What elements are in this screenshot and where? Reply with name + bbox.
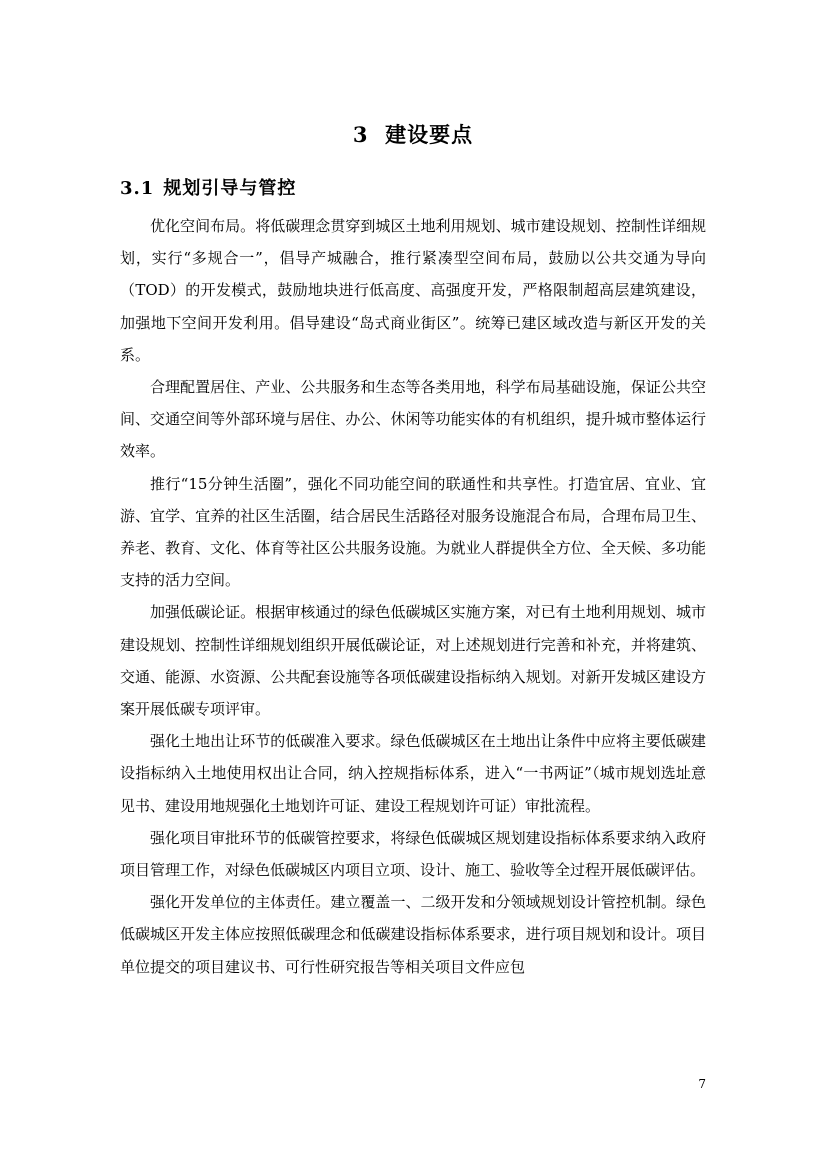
paragraph: 推行“15分钟生活圈”，强化不同功能空间的联通性和共享性。打造宜居、宜业、宜游、宜学、宜养的社区生活圈，结合居民生活路径对服务设施混合布局，合理布局卫生、养老、教育、文化、体育等社区公共服务设施。为就业人群提供全方位、全天候、多功能支持的活力空间。 (120, 474, 706, 590)
paragraph: 优化空间布局。将低碳理念贯穿到城区土地利用规划、城市建设规划、控制性详细规划，实行“多规合一”，倡导产城融合，推行紧凑型空间布局，鼓励以公共交通为导向（TOD）的开发模式，鼓励地块进行低高度、高强度开发，严格限制超高层建筑建设，加强地下空间开发利用。倡导建设“岛式商业街区”。统筹已建区域改造与新区开发的关系。 (120, 217, 706, 364)
section-number: 3.1 (120, 178, 155, 199)
section-title-text: 规划引导与管控 (163, 178, 297, 199)
paragraph: 加强低碳论证。根据审核通过的绿色低碳城区实施方案，对已有土地利用规划、城市建设规划、控制性详细规划组织开展低碳论证，对上述规划进行完善和补充，并将建筑、交通、能源、水资源、公共配套设施等各项低碳建设指标纳入规划。对新开发城区建设方案开展低碳专项评审。 (120, 603, 706, 719)
chapter-number: 3 (352, 122, 369, 147)
paragraph: 强化开发单位的主体责任。建立覆盖一、二级开发和分领域规划设计管控机制。绿色低碳城区开发主体应按照低碳理念和低碳建设指标体系要求，进行项目规划和设计。项目单位提交的项目建议书、可行性研究报告等相关项目文件应包 (120, 893, 706, 976)
section-title (120, 174, 296, 200)
body-text (120, 210, 706, 983)
paragraph: 合理配置居住、产业、公共服务和生态等各类用地，科学布局基础设施，保证公共空间、交通空间等外部环境与居住、办公、休闲等功能实体的有机组织，提升城市整体运行效率。 (120, 378, 706, 461)
chapter-title (0, 119, 826, 149)
paragraph: 强化土地出让环节的低碳准入要求。绿色低碳城区在土地出让条件中应将主要低碳建设指标纳入土地使用权出让合同，纳入控规指标体系，进入“一书两证”（城市规划选址意见书、建设用地规强化土地划许可证、建设工程规划许可证）审批流程。 (120, 732, 706, 815)
paragraph: 强化项目审批环节的低碳管控要求，将绿色低碳城区规划建设指标体系要求纳入政府项目管理工作，对绿色低碳城区内项目立项、设计、施工、验收等全过程开展低碳评估。 (120, 828, 706, 880)
chapter-title-text: 建设要点 (385, 122, 474, 147)
page-number: 7 (698, 1077, 706, 1091)
